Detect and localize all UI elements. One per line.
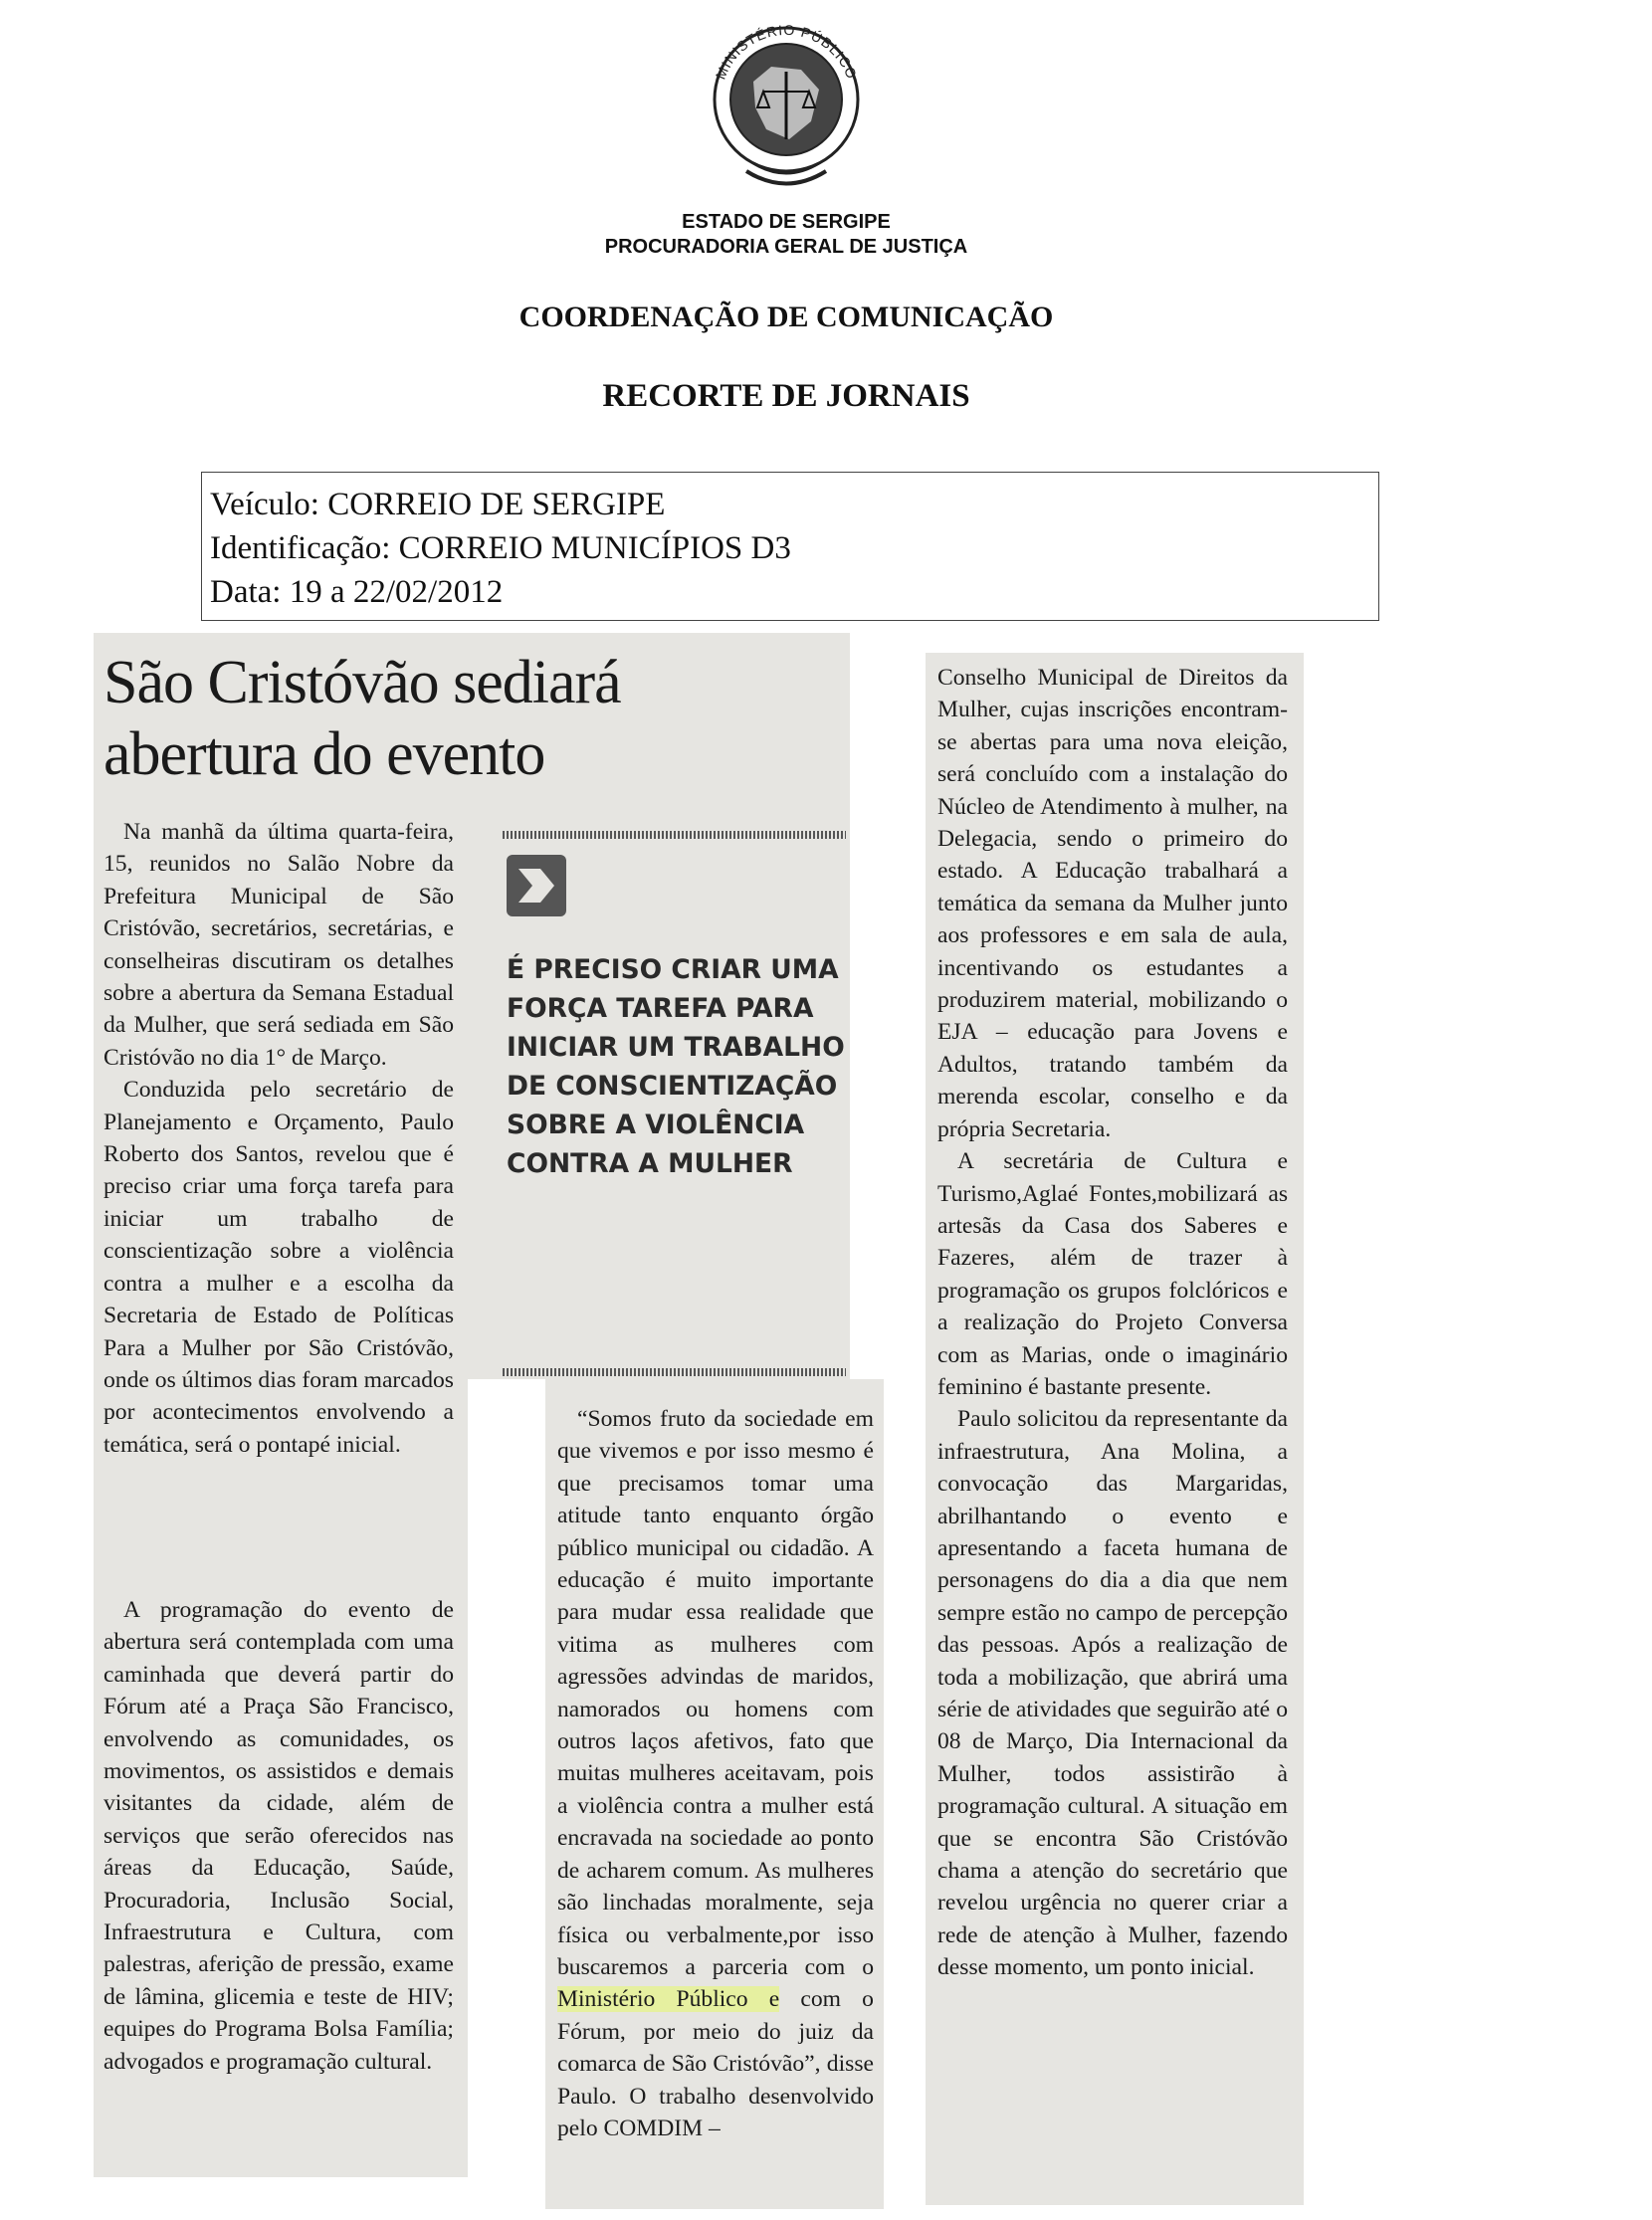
office-name: PROCURADORIA GERAL DE JUSTIÇA	[604, 236, 968, 258]
headline-line-1: São Cristóvão sediará	[103, 649, 621, 716]
col1-paragraph: Conduzida pelo secretário de Planejamento e Orçamento, Paulo Roberto dos Santos, revelou que é preciso criar uma força tarefa para iniciar um trabalho de conscientização sobre a violência contra a mulher e a escolha da Secretaria de Estado de Políticas Para a Mulher por São Cristóvão, onde os últimos dias foram marcados por acontecimentos envolvendo a temática, será o pontapé inicial.	[103, 1077, 454, 1458]
pull-quote-text: É PRECISO CRIAR UMA FORÇA TAREFA PARA INICIAR UM TRABALHO DE CONSCIENTIZAÇÃO SOBRE A VIOLÊNCIA CONTRA A MULHER	[507, 954, 845, 1179]
pull-quote-bottom-rule	[503, 1368, 846, 1376]
section-title: RECORTE DE JORNAIS	[602, 378, 970, 414]
article-headline	[103, 647, 681, 790]
ministerio-publico-seal	[692, 12, 881, 201]
arrow-icon	[507, 855, 566, 916]
article-column-1	[103, 816, 454, 1461]
department-title: COORDENAÇÃO DE COMUNICAÇÃO	[518, 301, 1054, 333]
date-line: Data: 19 a 22/02/2012	[210, 574, 504, 610]
headline-line-2: abertura do evento	[103, 720, 545, 788]
col2-text: com o Fórum, por meio do juiz da comarca de São Cristóvão”, disse Paulo. O trabalho desenvolvido pelo COMDIM –	[557, 1986, 874, 2141]
col2-text: “Somos fruto da sociedade em que vivemos e por isso mesmo é que precisamos tomar uma atitude tanto enquanto órgão público municipal ou cidadão. A educação é muito importante para mudar essa realidade que vitima as mulheres com agressões advindas de maridos, namorados ou homens com outros laços afetivos, fato que muitas mulheres aceitavam, pois a violência contra a mulher está encravada na sociedade ao ponto de acharem comum. As mulheres são linchadas moralmente, seja física ou verbalmente,por isso buscaremos a parceria com o	[557, 1406, 874, 1980]
article-column-2	[557, 1403, 874, 2144]
pull-quote	[503, 831, 846, 1378]
article-column-1-lower	[103, 1594, 454, 2078]
highlighted-text: Ministério Público e	[557, 1986, 780, 2013]
pull-quote-top-rule	[503, 831, 846, 839]
col3-paragraph: Paulo solicitou da representante da infraestrutura, Ana Molina, a convocação das Margaridas, abrilhantando o evento e apresentando a faceta humana de personagens do dia a dia que nem sempre estão no campo de percepção das pessoas. Após a realização de toda a mobilização, que abrirá uma série de atividades que seguirão até o 08 de Março, Dia Internacional da Mulher, todos assistirão à programação cultural. A situação em que se encontra São Cristóvão chama a atenção do secretário que revelou urgência no querer criar a rede de atenção à Mulher, fazendo desse momento, um ponto inicial.	[937, 1406, 1288, 1981]
col1-paragraph: A programação do evento de abertura será contemplada com uma caminhada que deverá partir do Fórum até a Praça São Francisco, envolvendo as comunidades, os movimentos, os assistidos e demais visitantes da cidade, além de serviços que serão oferecidos nas áreas da Educação, Saúde, Procuradoria, Inclusão Social, Infraestrutura e Cultura, com palestras, aferição de pressão, exame de lâmina, glicemia e teste de HIV; equipes do Programa Bolsa Família; advogados e programação cultural.	[103, 1597, 454, 2075]
identification-line: Identificação: CORREIO MUNICÍPIOS D3	[210, 530, 791, 566]
col1-paragraph: Na manhã da última quarta-feira, 15, reunidos no Salão Nobre da Prefeitura Municipal de São Cristóvão, secretários, secretárias, e conselheiras discutiram os detalhes sobre a abertura da Semana Estadual da Mulher, que será sediada em São Cristóvão no dia 1° de Março.	[103, 819, 454, 1071]
clipping-info-box	[201, 472, 1379, 621]
article-column-3	[937, 662, 1288, 1984]
col3-paragraph: A secretária de Cultura e Turismo,Aglaé Fontes,mobilizará as artesãs da Casa dos Saberes e Fazeres, além de trazer à programação os grupos folclóricos e a realização do Projeto Conversa com as Marias, onde o imaginário feminino é bastante presente.	[937, 1148, 1288, 1400]
seal-text: MINISTÉRIO PÚBLICO	[712, 21, 861, 82]
vehicle-line: Veículo: CORREIO DE SERGIPE	[210, 487, 666, 522]
state-name: ESTADO DE SERGIPE	[682, 211, 891, 233]
col3-paragraph: Conselho Municipal de Direitos da Mulher, cujas inscrições encontram-se abertas para uma nova eleição, será concluído com a instalação do Núcleo de Atendimento à mulher, na Delegacia, sendo o primeiro do estado. A Educação trabalhará a temática da semana da Mulher junto aos professores e em sala de aula, incentivando os estudantes a produzirem material, mobilizando o EJA – educação para Jovens e Adultos, tratando também da merenda escolar, conselho e da própria Secretaria.	[937, 665, 1288, 1142]
